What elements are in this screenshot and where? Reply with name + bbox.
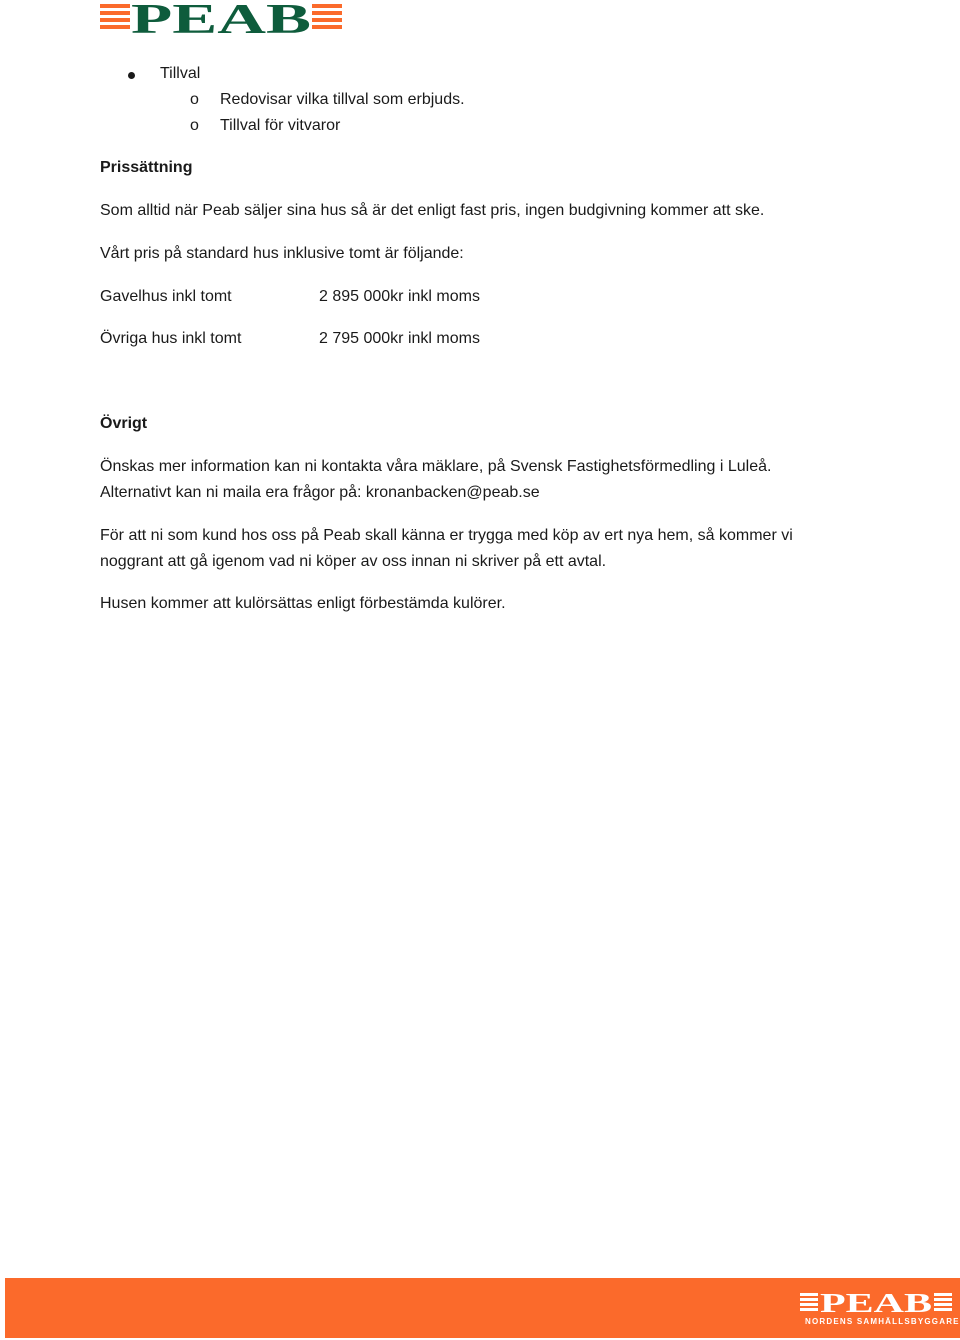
- peab-logo-footer: [800, 1290, 952, 1314]
- tillval-heading: Tillval: [160, 65, 201, 82]
- paragraph: Vårt pris på standard hus inklusive tomt är följande:: [100, 245, 464, 262]
- tillval-item: Tillval för vitvaror: [220, 117, 341, 134]
- svg-text:PEAB: PEAB: [820, 1290, 932, 1314]
- svg-text:PEAB: PEAB: [131, 0, 311, 36]
- paragraph: Husen kommer att kulörsättas enligt förbestämda kulörer.: [100, 595, 506, 612]
- paragraph-line: Alternativt kan ni maila era frågor på: kronanbacken@peab.se: [100, 484, 540, 501]
- sub-bullet-marker: o: [190, 117, 199, 134]
- paragraph-line: För att ni som kund hos oss på Peab skall känna er trygga med köp av ert nya hem, så kommer vi: [100, 527, 793, 544]
- paragraph-line: noggrant att gå igenom vad ni köper av oss innan ni skriver på ett avtal.: [100, 553, 607, 570]
- price-value: 2 895 000kr inkl moms: [319, 288, 480, 305]
- footer-bar: [5, 1278, 960, 1338]
- tillval-item: Redovisar vilka tillval som erbjuds.: [220, 91, 465, 108]
- paragraph-line: Önskas mer information kan ni kontakta våra mäklare, på Svensk Fastighetsförmedling i Luleå.: [100, 458, 772, 475]
- peab-logo: [100, 0, 342, 36]
- bullet-dot: [128, 72, 135, 79]
- price-label: Övriga hus inkl tomt: [100, 330, 242, 347]
- sub-bullet-marker: o: [190, 91, 199, 108]
- tagline: NORDENS SAMHÄLLSBYGGARE: [805, 1317, 960, 1326]
- section-heading-prissattning: Prissättning: [100, 159, 193, 176]
- section-heading-ovrigt: Övrigt: [100, 415, 148, 432]
- paragraph: Som alltid när Peab säljer sina hus så är det enligt fast pris, ingen budgivning kommer att ske.: [100, 202, 765, 219]
- price-label: Gavelhus inkl tomt: [100, 288, 232, 305]
- price-value: 2 795 000kr inkl moms: [319, 330, 480, 347]
